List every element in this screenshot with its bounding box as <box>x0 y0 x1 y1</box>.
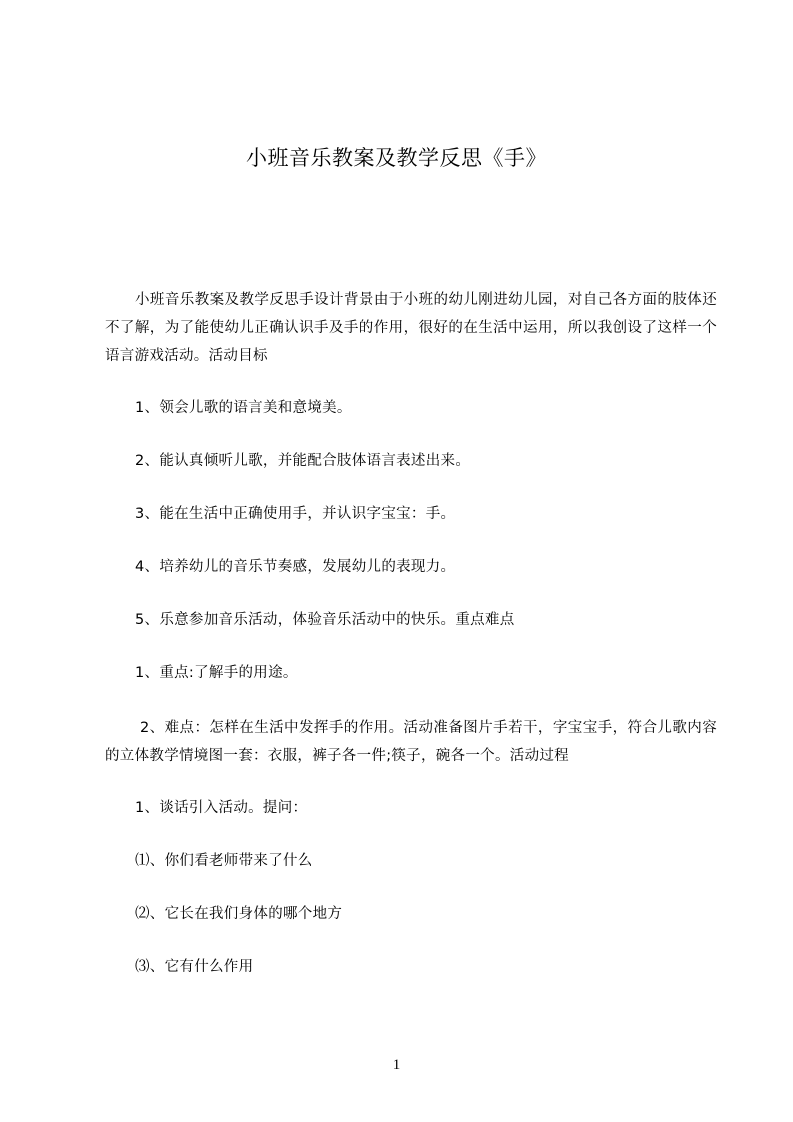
goal-item-2: 2、能认真倾听儿歌，并能配合肢体语言表述出来。 <box>135 453 471 469</box>
intro-paragraph: 小班音乐教案及教学反思手设计背景由于小班的幼儿刚进幼儿园，对自己各方面的肢体还不了解，为了能使幼儿正确认识手及手的作用，很好的在生活中运用，所以我创设了这样一个语言游戏活动。活动目标 <box>105 292 717 364</box>
goal-item-3: 3、能在生活中正确使用手，并认识字宝宝：手。 <box>135 506 456 522</box>
key-point: 1、重点:了解手的用途。 <box>135 665 298 681</box>
page-number: 1 <box>392 1057 401 1073</box>
goal-item-5: 5、乐意参加音乐活动，体验音乐活动中的快乐。重点难点 <box>135 612 515 628</box>
question-3: ⑶、它有什么作用 <box>135 959 254 975</box>
difficulty-paragraph: 2、难点：怎样在生活中发挥手的作用。活动准备图片手若干，字宝宝手，符合儿歌内容的立体教学情境图一套：衣服，裤子各一件;筷子，碗各一个。活动过程 <box>105 720 717 764</box>
question-1: ⑴、你们看老师带来了什么 <box>135 853 313 869</box>
goal-item-1: 1、领会儿歌的语言美和意境美。 <box>135 400 352 416</box>
goal-item-4: 4、培养幼儿的音乐节奏感，发展幼儿的表现力。 <box>135 559 456 575</box>
process-step-1: 1、谈话引入活动。提问： <box>135 800 308 816</box>
document-title: 小班音乐教案及教学反思《手》 <box>246 146 547 170</box>
question-2: ⑵、它长在我们身体的哪个地方 <box>135 906 343 922</box>
